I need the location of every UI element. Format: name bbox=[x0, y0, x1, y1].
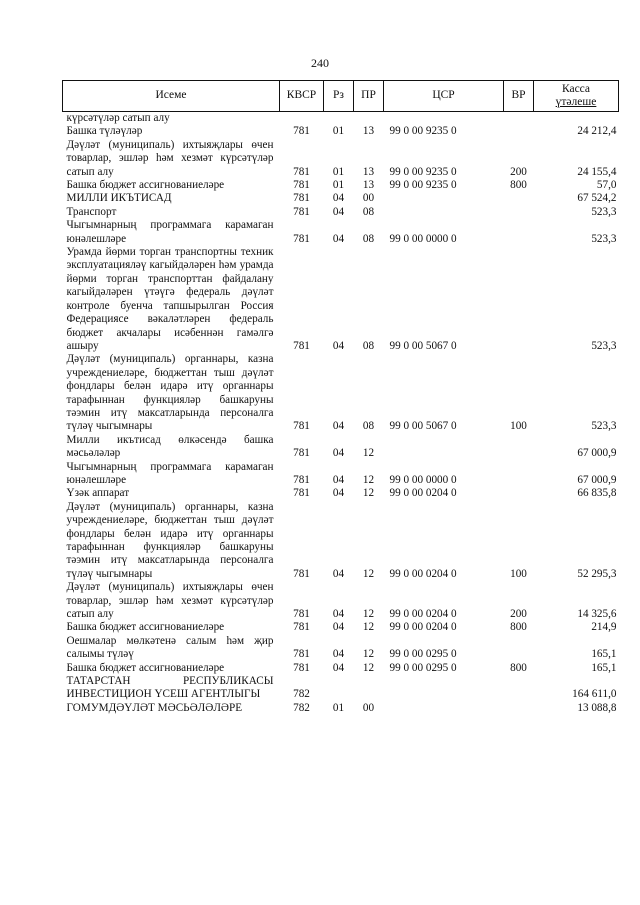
cell-pr: 08 bbox=[362, 232, 375, 245]
table-row bbox=[63, 246, 619, 353]
table-row bbox=[63, 219, 619, 246]
table-row bbox=[63, 192, 619, 205]
cell-pr: 00 bbox=[362, 192, 375, 205]
cell-vr bbox=[504, 635, 534, 662]
cell-vr: 100 bbox=[510, 420, 527, 433]
cell-name: Дәүләт (муниципаль) органнары, казна учреждениеләре, бюджеттан тыш дәүләт фондлары белән идарә итү органнары тарафыннан функцияләр башкаруны тәэмин итү максатларында персоналга түләү чыгымнары bbox=[66, 500, 274, 580]
cell-name: Башка бюджет ассигнованиеләре bbox=[66, 179, 225, 192]
cell-vr bbox=[504, 219, 534, 246]
header-name: Исеме bbox=[63, 81, 280, 112]
cell-kvsr: 781 bbox=[293, 487, 310, 500]
cell-name: ГОМУМДӘҮЛӘТ МӘСЬӘЛӘЛӘРЕ bbox=[66, 701, 243, 714]
cell-csr: 99 0 00 0295 0 bbox=[389, 648, 457, 661]
cell-pr: 08 bbox=[362, 420, 375, 433]
cell-vr: 200 bbox=[510, 165, 527, 178]
cell-amount: 13 088,8 bbox=[577, 701, 617, 714]
cell-name: Оешмалар мөлкәтенә салым һәм җир салымы түләү bbox=[66, 634, 274, 661]
cell-vr bbox=[504, 702, 534, 715]
cell-pr bbox=[354, 112, 384, 126]
cell-vr: 800 bbox=[510, 621, 527, 634]
cell-pr: 13 bbox=[362, 125, 375, 138]
cell-kvsr: 781 bbox=[293, 661, 310, 674]
cell-kvsr: 781 bbox=[293, 447, 310, 460]
table-row bbox=[63, 125, 619, 138]
cell-csr bbox=[384, 192, 504, 205]
cell-name: Башка түләүләр bbox=[66, 125, 143, 138]
table-row bbox=[63, 635, 619, 662]
header-vr: ВР bbox=[504, 81, 534, 112]
cell-rz: 04 bbox=[332, 232, 345, 245]
cell-pr bbox=[354, 675, 384, 702]
table-row bbox=[63, 179, 619, 192]
cell-vr bbox=[504, 675, 534, 702]
cell-csr bbox=[384, 112, 504, 126]
cell-amount: 165,1 bbox=[591, 648, 617, 661]
header-rz: Рз bbox=[324, 81, 354, 112]
cell-name: ТАТАРСТАН РЕСПУБЛИКАСЫ ИНВЕСТИЦИОН ҮСЕШ АГЕНТЛЫГЫ bbox=[66, 675, 274, 701]
table-row bbox=[63, 206, 619, 219]
cell-amount bbox=[534, 112, 619, 126]
cell-rz: 01 bbox=[332, 165, 345, 178]
table-row bbox=[63, 112, 619, 126]
cell-csr: 99 0 00 5067 0 bbox=[389, 420, 457, 433]
cell-name: күрсәтүләр сатып алу bbox=[66, 112, 170, 124]
cell-amount: 214,9 bbox=[591, 621, 617, 634]
cell-csr: 99 0 00 0000 0 bbox=[389, 232, 457, 245]
cell-vr: 800 bbox=[510, 661, 527, 674]
cell-pr: 12 bbox=[362, 487, 375, 500]
cell-vr bbox=[504, 125, 534, 138]
table-row bbox=[63, 662, 619, 675]
cell-csr bbox=[384, 675, 504, 702]
table-row bbox=[63, 139, 619, 179]
budget-table bbox=[62, 80, 619, 715]
cell-pr: 12 bbox=[362, 447, 375, 460]
cell-kvsr: 781 bbox=[293, 420, 310, 433]
cell-kvsr: 781 bbox=[293, 339, 310, 352]
cell-kvsr: 781 bbox=[293, 179, 310, 192]
cell-vr bbox=[504, 192, 534, 205]
cell-kvsr: 781 bbox=[293, 567, 310, 580]
cell-csr: 99 0 00 0204 0 bbox=[389, 621, 457, 634]
cell-vr: 800 bbox=[510, 179, 527, 192]
table-row bbox=[63, 487, 619, 500]
cell-kvsr: 781 bbox=[293, 165, 310, 178]
cell-name: Чыгымнарның программага карамаган юнәлешләре bbox=[66, 219, 274, 245]
cell-kvsr: 781 bbox=[293, 125, 310, 138]
table-row bbox=[63, 702, 619, 715]
cell-name: Үзәк аппарат bbox=[66, 487, 130, 500]
table-header bbox=[63, 81, 619, 112]
cell-pr: 13 bbox=[362, 165, 375, 178]
cell-vr bbox=[504, 246, 534, 353]
cell-amount: 52 295,3 bbox=[577, 567, 617, 580]
cell-kvsr: 781 bbox=[293, 205, 310, 218]
cell-amount: 67 524,2 bbox=[577, 192, 617, 205]
cell-rz: 04 bbox=[332, 473, 345, 486]
cell-name: Транспорт bbox=[66, 205, 117, 218]
header-kvsr: КВСР bbox=[280, 81, 324, 112]
cell-rz: 01 bbox=[332, 125, 345, 138]
cell-csr: 99 0 00 5067 0 bbox=[389, 339, 457, 352]
cell-csr: 99 0 00 9235 0 bbox=[389, 125, 457, 138]
table-row bbox=[63, 461, 619, 488]
cell-rz: 04 bbox=[332, 339, 345, 352]
cell-amount: 164 611,0 bbox=[572, 688, 617, 701]
header-csr: ЦСР bbox=[384, 81, 504, 112]
cell-pr: 12 bbox=[362, 648, 375, 661]
cell-rz: 04 bbox=[332, 192, 345, 205]
cell-rz bbox=[324, 112, 354, 126]
cell-rz bbox=[324, 675, 354, 702]
cell-rz: 04 bbox=[332, 648, 345, 661]
cell-amount: 523,3 bbox=[591, 420, 617, 433]
cell-name: Милли икътисад өлкәсендә башка мәсьәләләр bbox=[66, 433, 274, 460]
cell-amount: 165,1 bbox=[591, 661, 617, 674]
cell-rz: 04 bbox=[332, 608, 345, 621]
cell-amount: 67 000,9 bbox=[577, 473, 617, 486]
cell-rz: 01 bbox=[332, 179, 345, 192]
cell-rz: 04 bbox=[332, 447, 345, 460]
cell-vr bbox=[504, 487, 534, 500]
cell-rz: 04 bbox=[332, 661, 345, 674]
cell-rz: 04 bbox=[332, 205, 345, 218]
cell-rz: 04 bbox=[332, 567, 345, 580]
cell-rz: 04 bbox=[332, 487, 345, 500]
table-row bbox=[63, 501, 619, 581]
cell-kvsr: 782 bbox=[293, 688, 310, 701]
cell-rz: 04 bbox=[332, 621, 345, 634]
cell-amount: 24 212,4 bbox=[577, 125, 617, 138]
cell-pr: 12 bbox=[362, 567, 375, 580]
cell-kvsr: 782 bbox=[293, 701, 310, 714]
cell-pr: 08 bbox=[362, 339, 375, 352]
cell-name: Дәүләт (муниципаль) ихтыяҗлары өчен товарлар, эшләр һәм хезмәт күрсәтүләр сатып алу bbox=[66, 581, 274, 621]
cell-rz: 04 bbox=[332, 420, 345, 433]
cell-name: Чыгымнарның программага карамаган юнәлешләре bbox=[66, 460, 274, 486]
header-kassa-line1: Касса bbox=[561, 83, 591, 95]
cell-kvsr: 781 bbox=[293, 192, 310, 205]
cell-pr: 08 bbox=[362, 205, 375, 218]
cell-csr bbox=[384, 702, 504, 715]
cell-csr bbox=[384, 206, 504, 219]
cell-vr: 200 bbox=[510, 608, 527, 621]
cell-kvsr: 781 bbox=[293, 473, 310, 486]
table-row bbox=[63, 434, 619, 461]
table-row bbox=[63, 353, 619, 433]
cell-pr: 12 bbox=[362, 621, 375, 634]
cell-kvsr: 781 bbox=[293, 608, 310, 621]
cell-csr: 99 0 00 9235 0 bbox=[389, 179, 457, 192]
cell-name: Урамда йөрми торган транспортны техник эксплуатацияләү кагыйдәләрен һәм урамда йөрми торган транспорттан файдалану кагыйдәләрен үтәүгә федераль дәүләт контроле буенча тапшырылган Россия Федерациясе вәкаләтләрен федераль бюджет акчалары исәбеннән гамәлгә ашыру bbox=[66, 246, 274, 352]
cell-vr bbox=[504, 434, 534, 461]
header-kassa-line2: үтәлеше bbox=[555, 96, 597, 108]
cell-csr: 99 0 00 0295 0 bbox=[389, 661, 457, 674]
cell-vr bbox=[504, 112, 534, 126]
cell-csr: 99 0 00 0000 0 bbox=[389, 473, 457, 486]
cell-amount: 24 155,4 bbox=[577, 165, 617, 178]
cell-csr: 99 0 00 0204 0 bbox=[389, 608, 457, 621]
cell-kvsr: 781 bbox=[293, 621, 310, 634]
cell-pr: 12 bbox=[362, 608, 375, 621]
cell-rz: 01 bbox=[332, 701, 345, 714]
cell-name: Дәүләт (муниципаль) ихтыяҗлары өчен товарлар, эшләр һәм хезмәт күрсәтүләр сатып алу bbox=[66, 138, 274, 178]
cell-pr: 12 bbox=[362, 661, 375, 674]
cell-amount: 66 835,8 bbox=[577, 487, 617, 500]
header-pr: ПР bbox=[354, 81, 384, 112]
cell-csr: 99 0 00 0204 0 bbox=[389, 487, 457, 500]
page-number: 240 bbox=[311, 56, 329, 70]
cell-kvsr: 781 bbox=[293, 648, 310, 661]
cell-name: Башка бюджет ассигнованиеләре bbox=[66, 621, 225, 634]
cell-vr: 100 bbox=[510, 567, 527, 580]
cell-pr: 13 bbox=[362, 179, 375, 192]
table-row bbox=[63, 581, 619, 621]
cell-name: МИЛЛИ ИКЪТИСАД bbox=[66, 192, 172, 205]
table-row bbox=[63, 621, 619, 634]
cell-vr bbox=[504, 461, 534, 488]
cell-kvsr bbox=[280, 112, 324, 126]
cell-amount: 14 325,6 bbox=[577, 608, 617, 621]
cell-amount: 67 000,9 bbox=[577, 447, 617, 460]
table-row bbox=[63, 675, 619, 702]
cell-vr bbox=[504, 206, 534, 219]
cell-pr: 12 bbox=[362, 473, 375, 486]
cell-csr bbox=[384, 434, 504, 461]
table-body bbox=[63, 112, 619, 716]
cell-csr: 99 0 00 0204 0 bbox=[389, 567, 457, 580]
cell-name: Башка бюджет ассигнованиеләре bbox=[66, 661, 225, 674]
cell-pr: 00 bbox=[362, 701, 375, 714]
cell-amount: 523,3 bbox=[591, 339, 617, 352]
cell-kvsr: 781 bbox=[293, 232, 310, 245]
cell-csr: 99 0 00 9235 0 bbox=[389, 165, 457, 178]
header-kassa bbox=[534, 81, 619, 112]
cell-name: Дәүләт (муниципаль) органнары, казна учреждениеләре, бюджеттан тыш дәүләт фондлары белән идарә итү органнары тарафыннан функцияләр башкаруны тәэмин итү максатларында персоналга түләү чыгымнары bbox=[66, 353, 274, 433]
cell-amount: 523,3 bbox=[591, 205, 617, 218]
cell-amount: 523,3 bbox=[591, 232, 617, 245]
cell-amount: 57,0 bbox=[596, 179, 617, 192]
